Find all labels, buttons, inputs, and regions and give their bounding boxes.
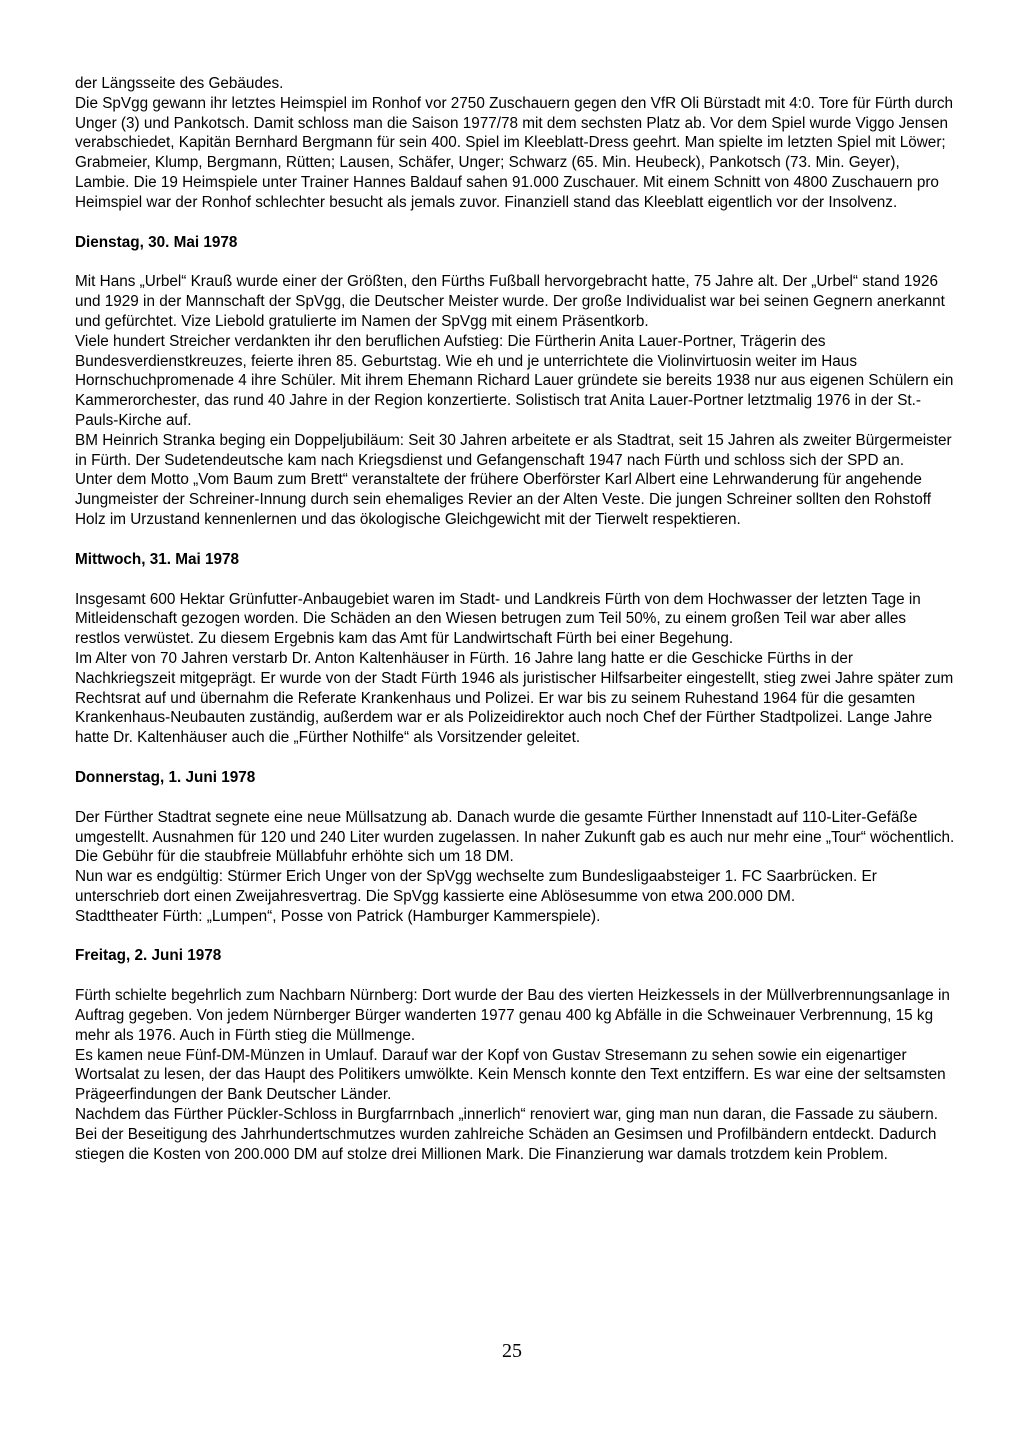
paragraph: Fürth schielte begehrlich zum Nachbarn Nürnberg: Dort wurde der Bau des vierten Heizkessels in der Müllverbrennungsanlage in Auftrag gegeben. Von jedem Nürnberger Bürger wanderten 1977 genau 400 kg Abfälle in die Schweinauer Verbrennung, 15 kg mehr als 1976. Auch in Fürth stieg die Müllmenge. [75,987,950,1044]
paragraph: Viele hundert Streicher verdankten ihr den beruflichen Aufstieg: Die Fürtherin Anita Lauer-Portner, Trägerin des Bundesverdienstkreuzes, feierte ihren 85. Geburtstag. Wie eh und je unterrichtete die Violinvirtuosin weiter im Haus Hornschuchpromenade 4 ihre Schüler. Mit ihrem Ehemann Richard Lauer gründete sie bereits 1938 nur aus eigenen Schülern ein Kammerorchester, das rund 40 Jahre in der Region konzertierte. Solistisch trat Anita Lauer-Portner letztmalig 1976 in der St.-Pauls-Kirche auf. [75,332,954,429]
section-heading: Mittwoch, 31. Mai 1978 [75,550,240,568]
section-heading: Dienstag, 30. Mai 1978 [75,233,238,251]
paragraph: Unter dem Motto „Vom Baum zum Brett“ veranstaltete der frühere Oberförster Karl Albert eine Lehrwanderung für angehende Jungmeister der Schreiner-Innung durch sein ehemaliges Revier an der Alten Veste. Die jungen Schreiner sollten den Rohstoff Holz im Urzustand kennenlernen und das ökologische Gleichgewicht mit der Tierwelt respektieren. [75,471,931,528]
paragraph: Im Alter von 70 Jahren verstarb Dr. Anton Kaltenhäuser in Fürth. 16 Jahre lang hatte er die Geschicke Fürths in der Nachkriegszeit mitgeprägt. Er wurde von der Stadt Fürth 1946 als juristischer Hilfsarbeiter eingestellt, stieg zwei Jahre später zum Rechtsrat auf und übernahm die Referate Krankenhaus und Polizei. Er war bis zu seinem Ruhestand 1964 für die gesamten Krankenhaus-Neubauten zuständig, außerdem war er als Polizeidirektor auch noch Chef der Fürther Stadtpolizei. Lange Jahre hatte Dr. Kaltenhäuser auch die „Fürther Nothilfe“ als Vorsitzender geleitet. [75,649,954,747]
section-donnerstag [75,768,955,927]
paragraph: Mit Hans „Urbel“ Krauß wurde einer der Größten, den Fürths Fußball hervorgebracht hatte, 75 Jahre alt. Der „Urbel“ stand 1926 und 1929 in der Mannschaft der SpVgg, die Deutscher Meister wurde. Der große Individualist war bei seinen Gegnern anerkannt und gefürchtet. Vize Liebold gratulierte im Namen der SpVgg mit einem Präsentkorb. [75,273,945,330]
paragraph: der Längsseite des Gebäudes. [75,75,284,92]
section-dienstag [75,233,955,530]
paragraph: Stadttheater Fürth: „Lumpen“, Posse von Patrick (Hamburger Kammerspiele). [75,907,601,925]
paragraph: Es kamen neue Fünf-DM-Münzen in Umlauf. Darauf war der Kopf von Gustav Stresemann zu sehen sowie ein eigenartiger Wortsalat zu lesen, der das Haupt des Politikers umwölkte. Kein Mensch konnte den Text entziffern. Es war eine der seltsamsten Prägeerfindungen der Bank Deutscher Länder. [75,1046,946,1104]
page-body [75,74,955,1164]
section-heading: Freitag, 2. Juni 1978 [75,947,222,965]
paragraph: Nachdem das Fürther Pückler-Schloss in Burgfarrnbach „innerlich“ renoviert war, ging man nun daran, die Fassade zu säubern. Bei der Beseitigung des Jahrhundertschmutzes wurden zahlreiche Schäden an Gesimsen und Profilbändern entdeckt. Dadurch stiegen die Kosten von 200.000 DM auf stolze drei Millionen Mark. Die Finanzierung war damals trotzdem kein Problem. [75,1106,939,1163]
paragraph: Die SpVgg gewann ihr letztes Heimspiel im Ronhof vor 2750 Zuschauern gegen den VfR Oli Bürstadt mit 4:0. Tore für Fürth durch Unger (3) und Pankotsch. Damit schloss man die Saison 1977/78 mit dem sechsten Platz ab. Vor dem Spiel wurde Viggo Jensen verabschiedet, Kapitän Bernhard Bergmann für sein 400. Spiel im Kleeblatt-Dress geehrt. Man spielte im letzten Spiel mit Löwer; Grabmeier, Klump, Bergmann, Rütten; Lausen, Schäfer, Unger; Schwarz (65. Min. Heubeck), Pankotsch (73. Min. Geyer), Lambie. Die 19 Heimspiele unter Trainer Hannes Baldauf sahen 91.000 Zuschauer. Mit einem Schnitt von 4800 Zuschauern pro Heimspiel war der Ronhof schlechter besucht als jemals zuvor. Finanziell stand das Kleeblatt eigentlich vor der Insolvenz. [75,94,954,211]
paragraph: Nun war es endgültig: Stürmer Erich Unger von der SpVgg wechselte zum Bundesligaabsteiger 1. FC Saarbrücken. Er unterschrieb dort einen Zweijahresvertrag. Die SpVgg kassierte eine Ablösesumme von etwa 200.000 DM. [75,868,877,905]
page-number: 25 [502,1340,522,1362]
paragraph: Der Fürther Stadtrat segnete eine neue Müllsatzung ab. Danach wurde die gesamte Fürther Innenstadt auf 110-Liter-Gefäße umgestellt. Ausnahmen für 120 und 240 Liter wurden zugelassen. In naher Zukunft gab es auch nur mehr eine „Tour“ wöchentlich. Die Gebühr für die staubfreie Müllabfuhr erhöhte sich um 18 DM. [75,808,955,866]
section-freitag [75,946,955,1164]
intro-block [75,74,955,213]
paragraph: BM Heinrich Stranka beging ein Doppeljubiläum: Seit 30 Jahren arbeitete er als Stadtrat, seit 15 Jahren als zweiter Bürgermeister in Fürth. Der Sudetendeutsche kam nach Kriegsdienst und Gefangenschaft 1947 nach Fürth und schloss sich der SPD an. [75,431,952,469]
paragraph: Insgesamt 600 Hektar Grünfutter-Anbaugebiet waren im Stadt- und Landkreis Fürth von dem Hochwasser der letzten Tage in Mitleidenschaft gezogen worden. Die Schäden an den Wiesen betrugen zum Teil 50%, zu einem großen Teil war aber alles restlos verwüstet. Zu diesem Ergebnis kam das Amt für Landwirtschaft Fürth bei einer Begehung. [75,590,921,648]
section-heading: Donnerstag, 1. Juni 1978 [75,768,256,786]
section-mittwoch [75,550,955,748]
